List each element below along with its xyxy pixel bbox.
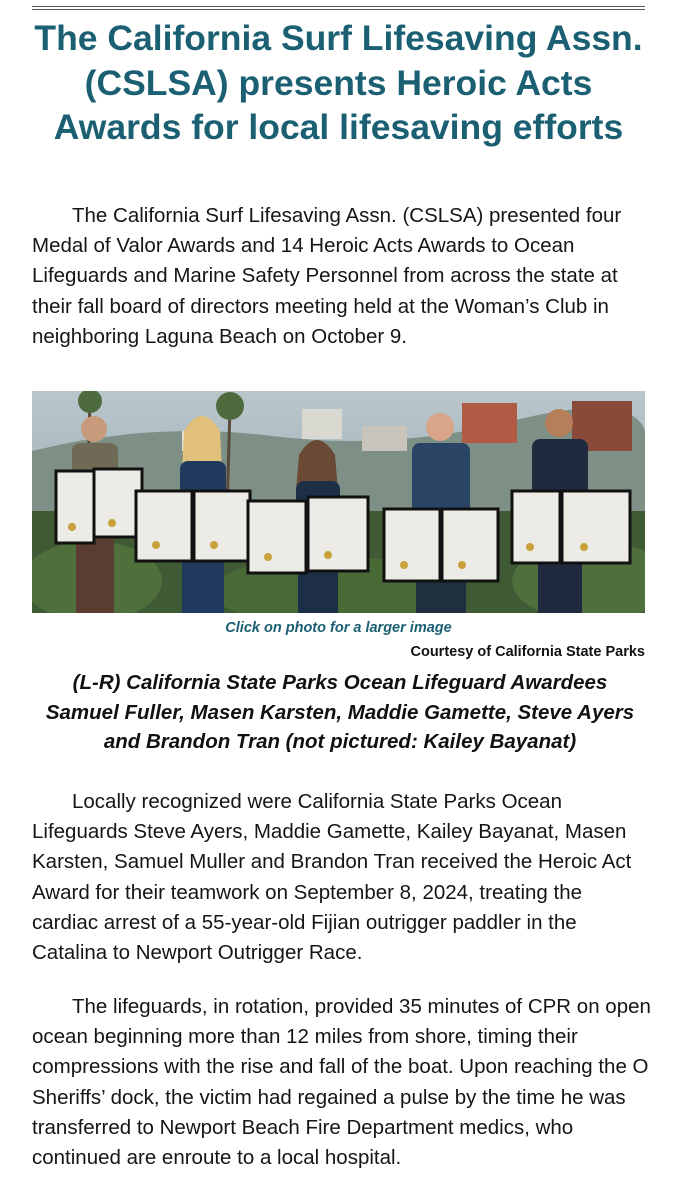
award-photo-illustration [32, 391, 645, 613]
award-photo[interactable] [32, 391, 645, 613]
top-rule [32, 6, 645, 10]
photo-credit: Courtesy of California State Parks [410, 644, 645, 660]
article-paragraph-2: Locally recognized were California State Parks Ocean Lifeguards Steve Ayers, Maddie Gamette, Kailey Bayanat, Masen Karsten, Samuel Muller and Brandon Tran received the Heroic Act Award for their teamwork on September 8, 2024, treating the cardiac arrest of a 55-year-old Fijian outrigger paddler in the Catalina to Newport Outrigger Race. [32, 790, 632, 965]
photo-caption: (L-R) California State Parks Ocean Lifeguard Awardees Samuel Fuller, Masen Karsten, Maddie Gamette, Steve Ayers and Brandon Tran (not pictured: Kailey Bayanat) [45, 671, 635, 753]
article-paragraph-1: The California Surf Lifesaving Assn. (CSLSA) presented four Medal of Valor Awards and 14 Heroic Acts Awards to Ocean Lifeguards and Marine Safety Personnel from across the state at their fall board of directors meeting held at the Woman’s Club in neighboring Laguna Beach on October 9. [32, 204, 622, 348]
article-paragraph-3: The lifeguards, in rotation, provided 35 minutes of CPR on open ocean beginning more than 12 miles from shore, timing their compressions with the rise and fall of the boat. Upon reaching the O Sheriffs’ dock, the victim had regained a pulse by the time he was transferred to Newport Beach Fire Department medics, who continued are enroute to a local hospital. [32, 995, 651, 1170]
photo-enlarge-link[interactable]: Click on photo for a larger image [225, 620, 452, 636]
article-headline: The California Surf Lifesaving Assn. (CSLSA) presents Heroic Acts Awards for local lifesaving efforts [34, 18, 643, 147]
